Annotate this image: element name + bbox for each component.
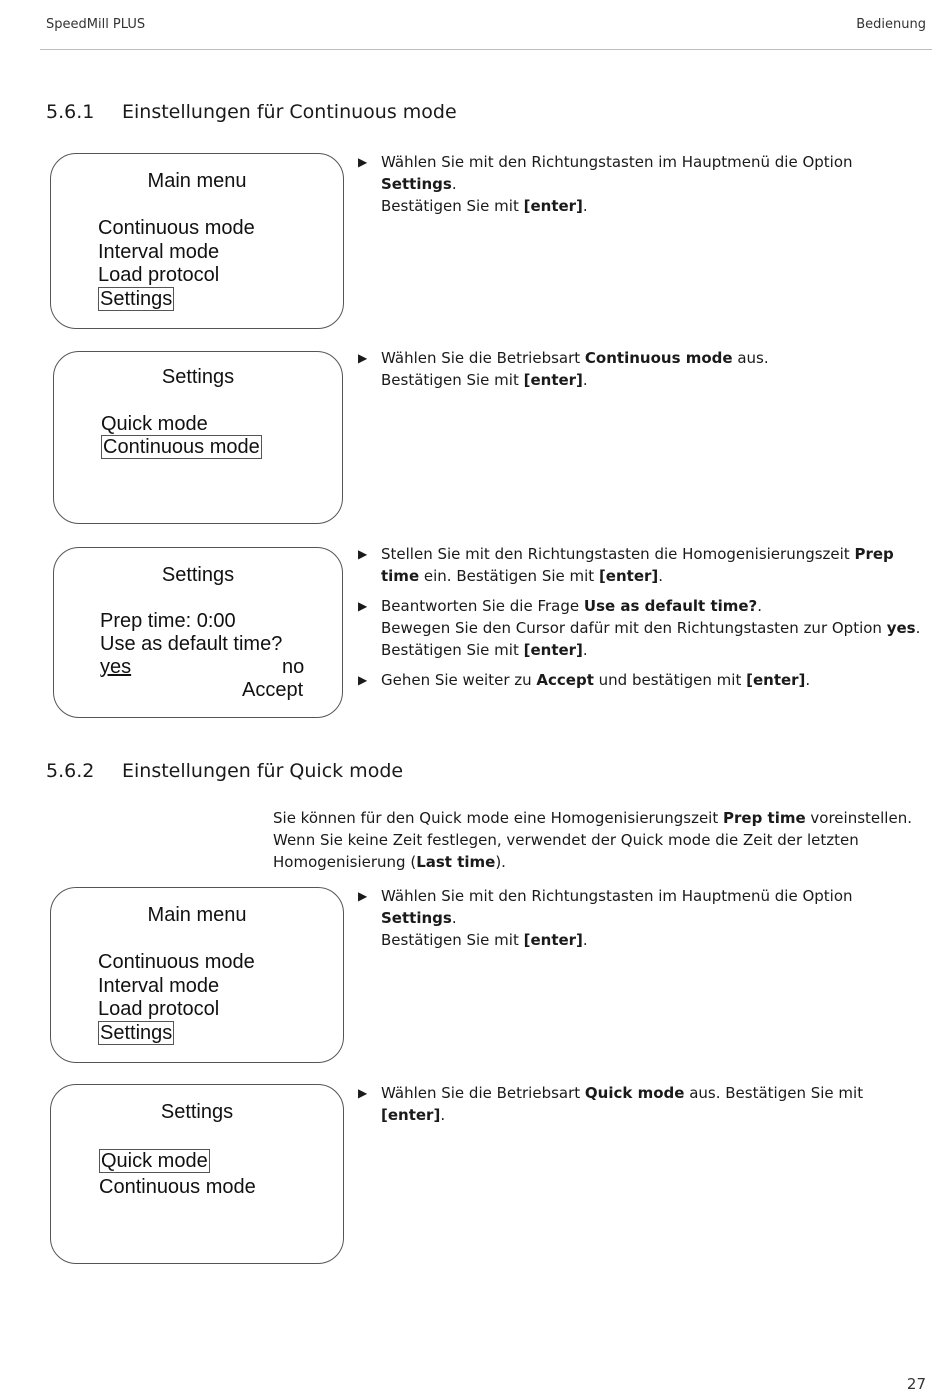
instruction-step: ▶ Wählen Sie die Betriebsart Quick mode aus. Bestätigen Sie mit [enter]. (358, 1084, 864, 1124)
menu-item-continuous-mode-selected: Continuous mode (103, 436, 260, 458)
menu-item-continuous-mode: Continuous mode (98, 217, 255, 239)
menu-item-interval-mode: Interval mode (98, 975, 220, 997)
menu-item-continuous-mode: Continuous mode (98, 951, 255, 973)
menu-item-load-protocol: Load protocol (98, 998, 220, 1020)
option-yes: yes (100, 656, 132, 678)
default-time-question: Use as default time? (100, 633, 283, 655)
device-screen-main-menu (50, 887, 344, 1063)
instruction-step: ▶ Wählen Sie die Betriebsart Continuous mode aus. Bestätigen Sie mit [enter]. (358, 349, 769, 389)
page-number: 27 (906, 1375, 926, 1393)
menu-item-quick-mode-selected: Quick mode (101, 1150, 208, 1172)
screen-title: Settings (161, 564, 235, 586)
arrow-bullet-icon: ▶ (358, 889, 368, 903)
screen-title: Main menu (147, 904, 247, 926)
header-right: Bedienung (856, 17, 926, 32)
arrow-bullet-icon: ▶ (358, 673, 368, 687)
arrow-bullet-icon: ▶ (358, 1086, 368, 1100)
header-divider (40, 49, 932, 50)
option-accept: Accept (242, 679, 304, 701)
menu-item-settings-selected: Settings (100, 1022, 173, 1044)
section-number: 5.6.2 (46, 760, 95, 782)
menu-item-interval-mode: Interval mode (98, 241, 220, 263)
section-intro-paragraph: Sie können für den Quick mode eine Homogenisierungszeit Prep time voreinstellen. Wenn Sie keine Zeit festlegen, verwendet der Quick mode die Zeit der letzten Homogenisierung (Last time). (273, 809, 912, 871)
section-heading-5-6-1 (46, 101, 457, 123)
option-no: no (282, 656, 305, 678)
section-heading-5-6-2 (46, 760, 403, 782)
section-title: Einstellungen für Quick mode (122, 760, 404, 782)
instruction-step: ▶ Beantworten Sie die Frage Use as default time?. Bewegen Sie den Cursor dafür mit den Richtungstasten zur Option yes. Bestätigen Sie mit [enter]. (358, 597, 921, 659)
menu-item-load-protocol: Load protocol (98, 264, 220, 286)
screen-title: Settings (161, 366, 235, 388)
instruction-step: ▶ Gehen Sie weiter zu Accept und bestätigen mit [enter]. (358, 671, 811, 689)
prep-time-value: Prep time: 0:00 (100, 610, 236, 632)
section-title: Einstellungen für Continuous mode (122, 101, 457, 123)
instruction-step: ▶ Wählen Sie mit den Richtungstasten im Hauptmenü die Option Settings. Bestätigen Sie mit [enter]. (358, 887, 853, 949)
device-screen-settings-quick (50, 1084, 344, 1264)
screen-title: Settings (160, 1101, 234, 1123)
arrow-bullet-icon: ▶ (358, 155, 368, 169)
device-screen-settings-prep-time (53, 547, 343, 718)
arrow-bullet-icon: ▶ (358, 351, 368, 365)
instruction-step: ▶ Stellen Sie mit den Richtungstasten die Homogenisierungszeit Prep time ein. Bestätigen Sie mit [enter]. (358, 545, 894, 585)
device-screen-main-menu (50, 153, 344, 329)
section-number: 5.6.1 (46, 101, 95, 123)
menu-item-quick-mode: Quick mode (101, 413, 208, 435)
menu-item-continuous-mode: Continuous mode (99, 1176, 256, 1198)
menu-item-settings-selected: Settings (100, 288, 173, 310)
arrow-bullet-icon: ▶ (358, 547, 368, 561)
screen-title: Main menu (147, 170, 247, 192)
instruction-step: ▶ Wählen Sie mit den Richtungstasten im Hauptmenü die Option Settings. Bestätigen Sie mit [enter]. (358, 153, 853, 215)
header-left: SpeedMill PLUS (46, 17, 146, 32)
arrow-bullet-icon: ▶ (358, 599, 368, 613)
device-screen-settings-continuous (53, 351, 343, 524)
